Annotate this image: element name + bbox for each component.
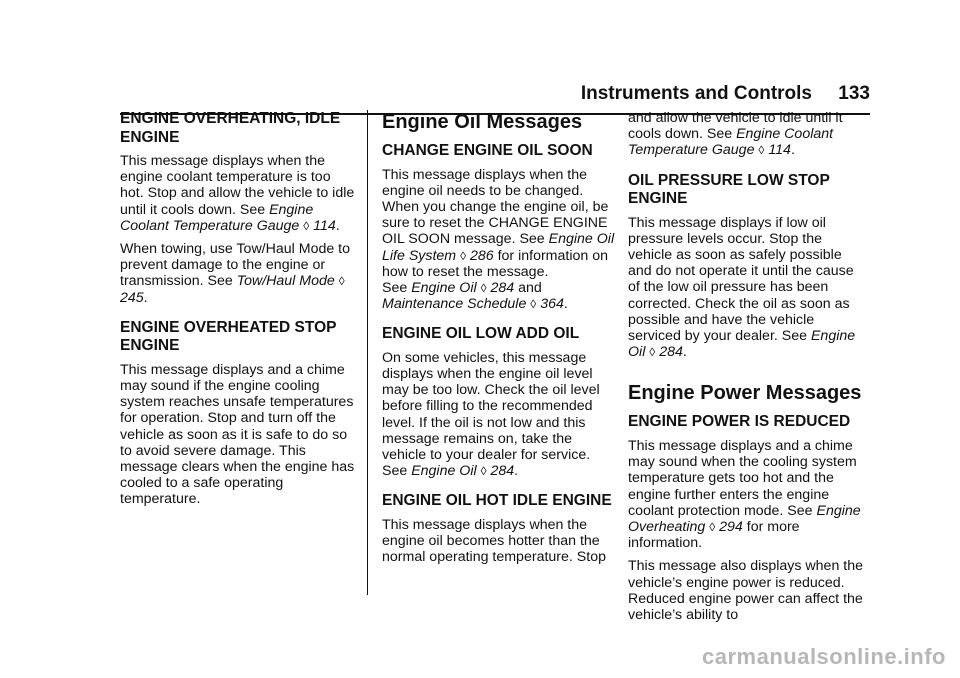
column-divider <box>367 110 368 595</box>
xref-link[interactable]: Tow/Haul Mode <box>236 273 335 290</box>
column-1 <box>120 110 356 515</box>
page-ref-icon: ◊ <box>649 345 656 360</box>
heading-engine-overheating-idle: ENGINE OVERHEATING, IDLE ENGINE <box>120 110 341 146</box>
paragraph: This message displays when the engine coolant temperature is too hot. Stop and allow the vehicle to idle until it cools down. See Engine Coolant Temperature Gauge ◊ 114. <box>120 153 355 234</box>
xref-link[interactable]: Engine Oil <box>411 463 477 480</box>
paragraph: This message also displays when the vehicle’s engine power is reduced. Reduced engine power can affect the vehicle’s ability to <box>628 558 864 623</box>
xref-link[interactable]: Engine Oil Life System <box>382 231 615 264</box>
page-ref-icon: ◊ <box>530 297 537 312</box>
page-ref[interactable]: 284 <box>659 344 683 361</box>
page-ref[interactable]: 114 <box>313 217 336 234</box>
page-ref-icon: ◊ <box>303 218 310 233</box>
xref-link[interactable]: Maintenance Schedule <box>382 296 527 313</box>
page-ref[interactable]: 114 <box>768 142 791 159</box>
paragraph: This message displays if low oil pressure levels occur. Stop the vehicle as soon as safely possible and do not operate it until the cause of the low oil pressure has been corrected. Check the oil as soon as possible and have the vehicle serviced by your dealer. See Engine Oil ◊ 284. <box>628 214 856 361</box>
page-ref-icon: ◊ <box>480 280 487 295</box>
xref-link[interactable]: Engine Overheating <box>628 502 861 535</box>
heading-engine-overheated-stop: ENGINE OVERHEATED STOP ENGINE <box>120 318 337 355</box>
page-ref-icon: ◊ <box>709 519 716 534</box>
watermark: carmanualsonline.info <box>702 644 946 669</box>
spacer <box>628 367 864 381</box>
paragraph: This message displays when the engine oil becomes hotter than the normal operating temperature. Stop <box>382 516 606 566</box>
column-2 <box>382 110 618 573</box>
heading-engine-oil-low: ENGINE OIL LOW ADD OIL <box>382 325 580 343</box>
heading-engine-oil-hot: ENGINE OIL HOT IDLE ENGINE <box>382 492 612 510</box>
page-ref[interactable]: 284 <box>490 463 515 480</box>
page-ref-icon: ◊ <box>758 143 765 158</box>
page-ref-icon: ◊ <box>338 274 345 289</box>
page-number: 133 <box>838 83 870 104</box>
xref-link[interactable]: Engine Oil <box>411 279 477 296</box>
paragraph: and allow the vehicle to idle until it cools down. See Engine Coolant Temperature Gauge ◊ 114. <box>628 110 843 159</box>
page-ref[interactable]: 245 <box>120 289 144 306</box>
paragraph: This message displays when the engine oil needs to be changed. When you change the engine oil, be sure to reset the CHANGE ENGINE OIL SOON message. See Engine Oil Life System ◊ 286 for information on how to reset the message. See Engine Oil ◊ 284 and Maintenance Schedule ◊ 364. <box>382 166 615 313</box>
page-ref-icon: ◊ <box>480 464 487 479</box>
column-3 <box>628 110 864 630</box>
xref-link[interactable]: Engine Coolant Temperature Gauge <box>628 126 834 159</box>
section-heading-engine-power: Engine Power Messages <box>628 382 862 405</box>
xref-link[interactable]: Engine Coolant Temperature Gauge <box>120 201 314 234</box>
paragraph: When towing, use Tow/Haul Mode to prevent damage to the engine or transmission. See Tow/Haul Mode ◊ 245. <box>120 241 351 306</box>
section-title: Instruments and Controls <box>580 83 812 104</box>
heading-oil-pressure-low: OIL PRESSURE LOW STOP ENGINE <box>628 171 830 208</box>
paragraph: On some vehicles, this message displays when the engine oil level may be too low. Check the oil level before filling to the recommended level. If the oil is not low and this message remains on, take the vehicle to your dealer for service. See Engine Oil ◊ 284. <box>382 349 600 480</box>
section-heading-engine-oil: Engine Oil Messages <box>382 111 583 133</box>
paragraph: This message displays and a chime may sound when the cooling system temperature gets too hot and the engine further enters the engine coolant protection mode. See Engine Overheating ◊ 294 for more information. <box>628 437 861 552</box>
heading-change-engine-oil: CHANGE ENGINE OIL SOON <box>382 142 593 159</box>
page-ref[interactable]: 294 <box>719 518 743 535</box>
page-ref-icon: ◊ <box>460 248 467 263</box>
page-ref[interactable]: 364 <box>540 296 564 313</box>
page-ref[interactable]: 286 <box>469 247 494 264</box>
page-ref[interactable]: 284 <box>490 279 515 296</box>
heading-engine-power-reduced: ENGINE POWER IS REDUCED <box>628 413 851 431</box>
paragraph: This message displays and a chime may sound if the engine cooling system reaches unsafe temperatures for operation. Stop and turn off the vehicle as soon as it is safe to do so to avoid severe damage. This message clears when the engine has cooled to a safe operating temperature. <box>120 361 355 508</box>
xref-link[interactable]: Engine Oil <box>628 328 856 361</box>
